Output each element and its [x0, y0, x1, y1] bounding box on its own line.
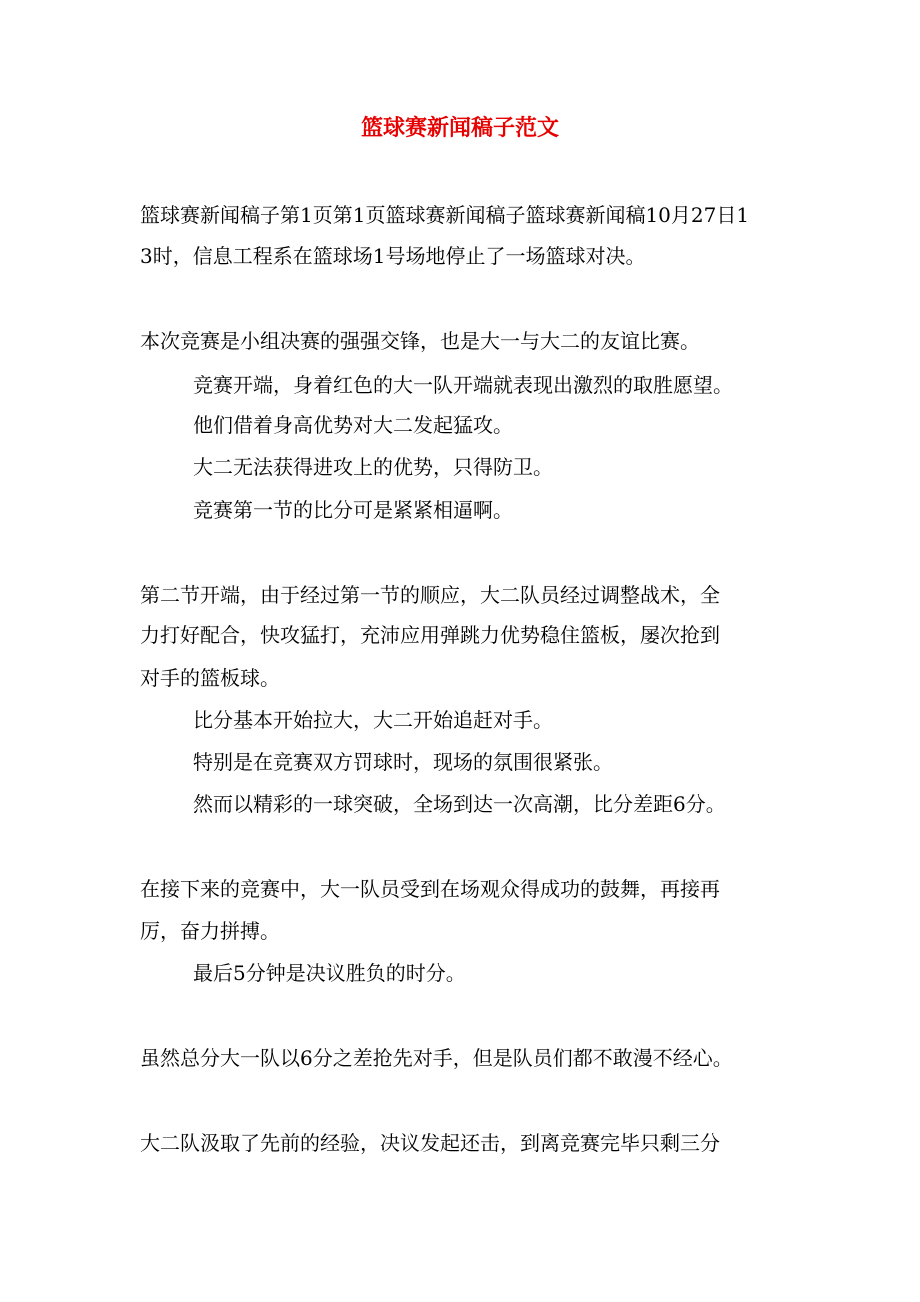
- paragraph-11-line-1: 在接下来的竞赛中，大一队员受到在场观众得成功的鼓舞，再接再: [140, 877, 720, 901]
- paragraph-13-line-1: 虽然总分大一队以6分之差抢先对手，但是队员们都不敢漫不经心。: [140, 1046, 733, 1070]
- paragraph-10-line-1: 然而以精彩的一球突破，全场到达一次高潮，比分差距6分。: [193, 792, 726, 816]
- paragraph-8-line-1: 比分基本开始拉大，大二开始追赶对手。: [193, 708, 553, 732]
- paragraph-7-line-1: 第二节开端，由于经过第一节的顺应，大二队员经过调整战术，全: [140, 583, 720, 607]
- paragraph-6-line-1: 竞赛第一节的比分可是紧紧相逼啊。: [193, 498, 513, 522]
- paragraph-7-line-2: 力打好配合，快攻猛打，充沛应用弹跳力优势稳住篮板，屡次抢到: [140, 623, 720, 647]
- paragraph-12-line-1: 最后5分钟是决议胜负的时分。: [193, 961, 466, 985]
- document-title: 篮球赛新闻稿子范文: [360, 115, 559, 141]
- paragraph-7-line-3: 对手的篮板球。: [140, 666, 280, 690]
- paragraph-11-line-2: 厉，奋力拼搏。: [140, 919, 280, 943]
- paragraph-14-line-1: 大二队汲取了先前的经验，决议发起还击，到离竞赛完毕只剩三分: [140, 1131, 720, 1155]
- paragraph-9-line-1: 特别是在竞赛双方罚球时，现场的氛围很紧张。: [193, 750, 613, 774]
- paragraph-1-line-2: 3时，信息工程系在篮球场1号场地停止了一场篮球对决。: [140, 244, 646, 268]
- paragraph-2-line-1: 本次竞赛是小组决赛的强强交锋，也是大一与大二的友谊比赛。: [140, 329, 700, 353]
- paragraph-5-line-1: 大二无法获得进攻上的优势，只得防卫。: [193, 455, 553, 479]
- paragraph-4-line-1: 他们借着身高优势对大二发起猛攻。: [193, 413, 513, 437]
- paragraph-1-line-1: 篮球赛新闻稿子第1页第1页篮球赛新闻稿子篮球赛新闻稿10月27日1: [140, 203, 750, 227]
- paragraph-3-line-1: 竞赛开端，身着红色的大一队开端就表现出激烈的取胜愿望。: [193, 373, 733, 397]
